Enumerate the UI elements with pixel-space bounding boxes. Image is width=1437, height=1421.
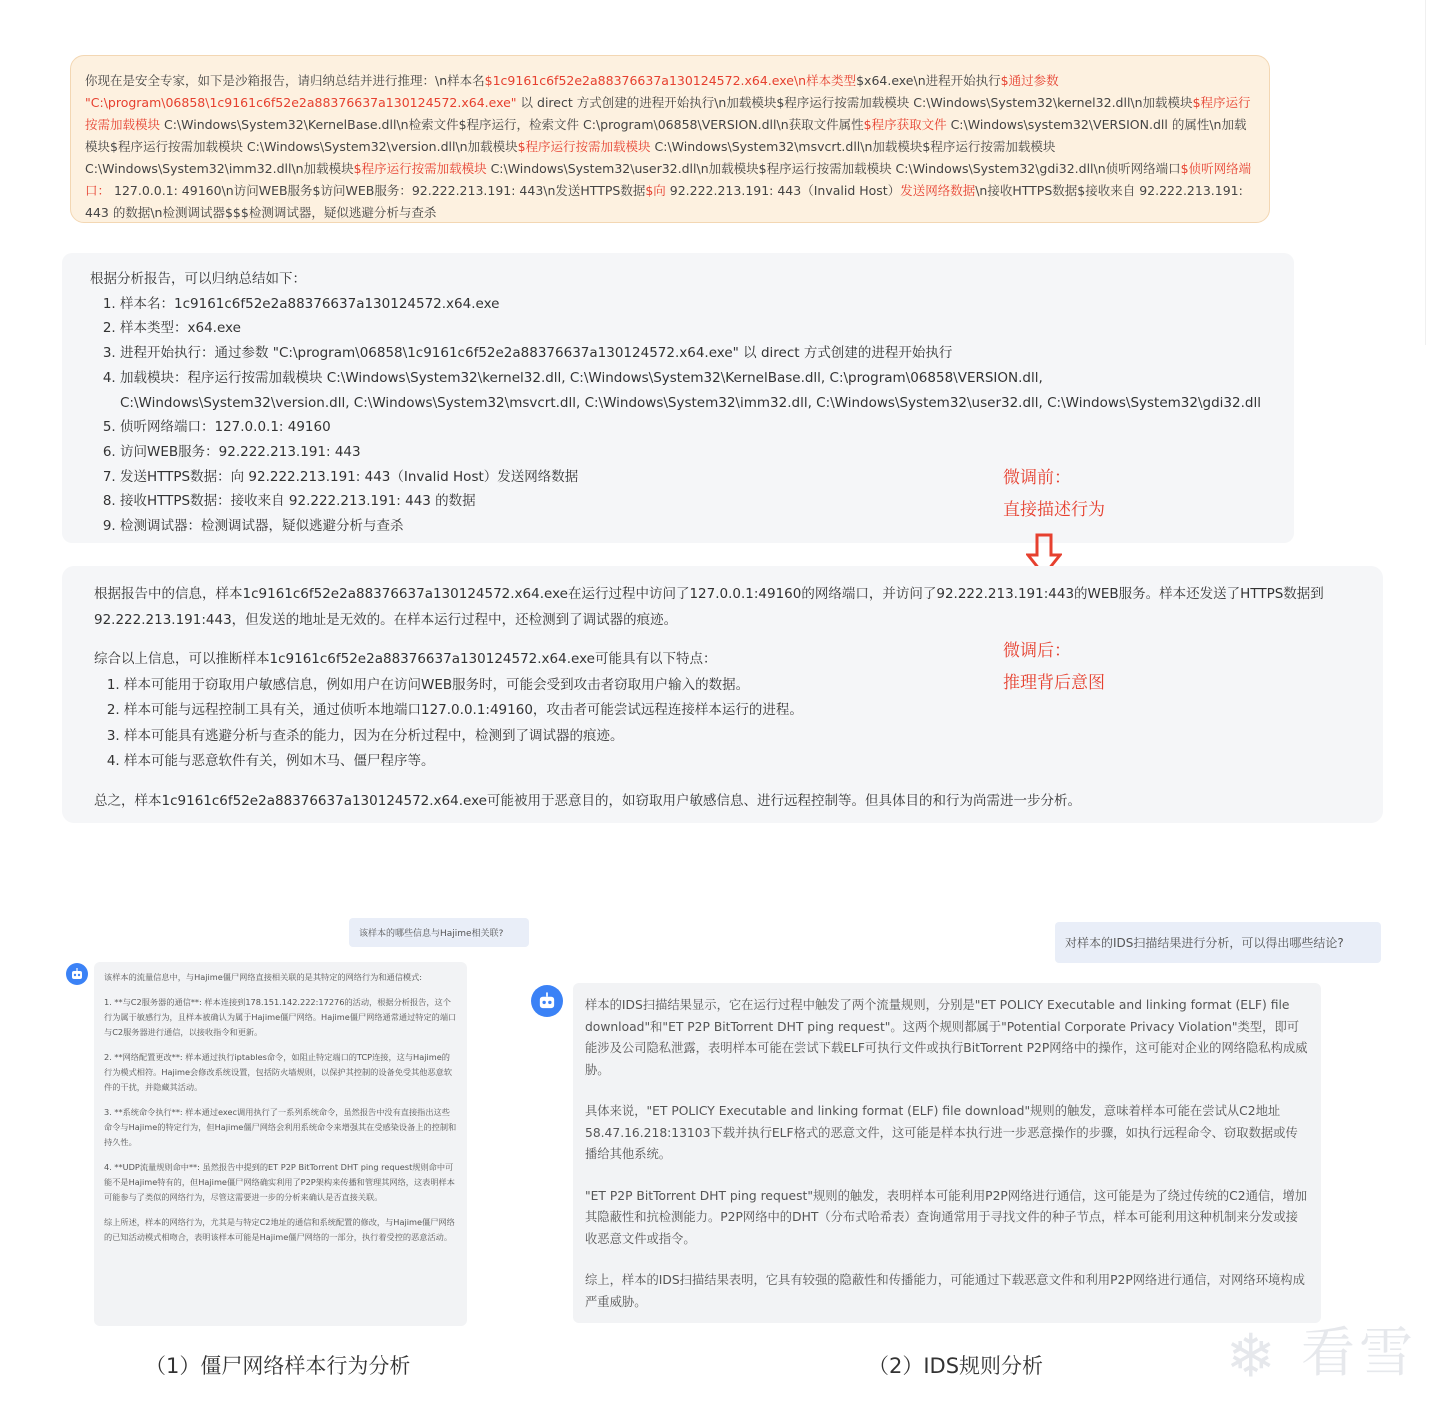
robot-icon [531, 985, 563, 1017]
bot-paragraph: 4. **UDP流量规则命中**: 虽然报告中提到的ET P2P BitTorrent DHT ping request规则命中可能不是Hajime特有的，但Hajime僵尸网络确实利用了P2P架构来传播和管理其网络，这表明样本可能参与了类似的网络行为，尽管这需要进一步的分析来确认是否直接关联。 [104, 1162, 455, 1202]
note-desc: 推理背后意图 [1003, 673, 1105, 693]
prompt-highlight: $通过参数 "C:\program\06858\1c9161c6f52e2a88376637a130124572.x64.exe" [85, 73, 1059, 110]
bot-paragraph: 3. **系统命令执行**: 样本通过exec调用执行了一系列系统命令，虽然报告中没有直接指出这些命令与Hajime的特定行为，但Hajime僵尸网络会利用系统命令来增强其在受感染设备上的控制和持久性。 [104, 1107, 457, 1147]
prompt-highlight: $向 [645, 183, 666, 198]
note-title: 微调后： [1003, 641, 1071, 661]
before-note [1003, 462, 1105, 526]
caption-left: （1）僵尸网络样本行为分析 [145, 1354, 411, 1378]
answer-list [94, 673, 1351, 775]
prompt-text: C:\Windows\System32\user32.dll\n加载模块$程序运行按需加载模块 C:\Windows\System32\gdi32.dll\n侦听网络端口 [486, 161, 1181, 176]
prompt-text: C:\Windows\System32\msvcrt.dll\n加载模块$程序运行按需加载模块 C:\Windows\System32\imm32.dll\n加载模块 [85, 139, 1056, 176]
bot-paragraph: 该样本的流量信息中，与Hajime僵尸网络直接相关联的是其特定的网络行为和通信模式: [104, 972, 423, 982]
user-message [1055, 922, 1381, 963]
list-item: 5. 侦听网络端口：127.0.0.1: 49160 [120, 415, 1266, 440]
answer-intro: 根据分析报告，可以归纳总结如下： [90, 271, 306, 287]
prompt-highlight: $程序获取文件 [863, 117, 947, 132]
list-item: 4. 样本可能与恶意软件有关，例如木马、僵尸程序等。 [124, 749, 1351, 775]
bot-paragraph: "ET P2P BitTorrent DHT ping request"规则的触发，表明样本可能利用P2P网络进行通信，这可能是为了绕过传统的C2通信，增加其隐蔽性和抗检测能力。P2P网络中的DHT（分布式哈希表）查询通常用于寻找文件的种子节点，样本可能利用这种机制来分发或接收恶意文件或指令。 [585, 1188, 1308, 1246]
answer-paragraph: 根据报告中的信息，样本1c9161c6f52e2a88376637a130124572.x64.exe在运行过程中访问了127.0.0.1:49160的网络端口，并访问了92.222.213.191:443的WEB服务。样本还发送了HTTPS数据到92.222.213.191:443，但发送的地址是无效的。在样本运行过程中，还检测到了调试器的痕迹。 [94, 586, 1324, 628]
prompt-text: $x64.exe\n进程开始执行 [856, 73, 1001, 88]
answer-paragraph: 总之，样本1c9161c6f52e2a88376637a130124572.x64.exe可能被用于恶意目的，如窃取用户敏感信息、进行远程控制等。但具体目的和行为尚需进一步分析。 [94, 792, 1081, 809]
prompt-highlight: 发送网络数据 [900, 183, 976, 198]
robot-icon [66, 963, 88, 985]
list-item: 6. 访问WEB服务：92.222.213.191: 443 [120, 440, 1266, 465]
prompt-text: C:\Windows\system32\VERSION.dll 的属性\n加载模块$程序运行按需加载模块 C:\Windows\System32\version.dll\n加载模块 [85, 117, 1247, 154]
note-title: 微调前： [1003, 468, 1071, 488]
prompt-text: 你现在是安全专家，如下是沙箱报告，请归纳总结并进行推理：\n样本名 [85, 73, 485, 88]
list-item: 1. 样本名：1c9161c6f52e2a88376637a130124572.x64.exe [120, 292, 1266, 317]
bot-paragraph: 2. **网络配置更改**: 样本通过执行iptables命令，如阻止特定端口的TCP连接，这与Hajime的行为模式相符。Hajime会修改系统设置，包括防火墙规则，以保护其控制的设备免受其他恶意软件的干扰，并隐藏其活动。 [104, 1052, 453, 1092]
list-item: 2. 样本类型：x64.exe [120, 316, 1266, 341]
user-message-text: 对样本的IDS扫描结果进行分析，可以得出哪些结论? [1065, 936, 1344, 950]
list-item: 2. 样本可能与远程控制工具有关，通过侦听本地端口127.0.0.1:49160，攻击者可能尝试远程连接样本运行的进程。 [124, 698, 1351, 724]
prompt-text: 92.222.213.191: 443（Invalid Host） [665, 183, 901, 198]
caption-right: （2）IDS规则分析 [868, 1354, 1044, 1378]
page-edge [1425, 0, 1437, 345]
list-item: 8. 接收HTTPS数据：接收来自 92.222.213.191: 443 的数据 [120, 489, 1266, 514]
bot-message [94, 962, 467, 1326]
list-item: 1. 样本可能用于窃取用户敏感信息，例如用户在访问WEB服务时，可能会受到攻击者窃取用户输入的数据。 [124, 673, 1351, 699]
prompt-highlight: $1c9161c6f52e2a88376637a130124572.x64.exe\n样本类型 [484, 73, 857, 88]
prompt-text: $程序运行，检索文件 C:\program\06858\VERSION.dll\n获取文件属性 [458, 117, 864, 132]
bot-paragraph: 1. **与C2服务器的通信**: 样本连接到178.151.142.222:17276的活动，根据分析报告，这个行为属于敏感行为，且样本被确认为属于Hajime僵尸网络。Hajime僵尸网络通常通过特定的端口与C2服务器进行通信，以接收指令和更新。 [104, 997, 457, 1037]
prompt-box [70, 55, 1270, 223]
user-message [349, 918, 529, 947]
list-item: 3. 样本可能具有逃避分析与查杀的能力，因为在分析过程中，检测到了调试器的痕迹。 [124, 724, 1351, 750]
watermark [1226, 1310, 1417, 1391]
note-desc: 直接描述行为 [1003, 500, 1105, 520]
bot-message [573, 983, 1321, 1323]
answer-paragraph: 综合以上信息，可以推断样本1c9161c6f52e2a88376637a130124572.x64.exe可能具有以下特点： [94, 651, 717, 667]
list-item: 4. 加载模块：程序运行按需加载模块 C:\Windows\System32\kernel32.dll, C:\Windows\System32\KernelBase.dll, C:\program\06858\VERSION.dll, C:\Windows\System32\version.dll, C:\Windows\System32\msvcrt.dll, C:\Windows\System32\imm32.dll, C:\Windows\System32\user32.dll, C:\Windows\System32\gdi32.dll [120, 366, 1266, 415]
prompt-highlight: $程序运行按需加载模块 [85, 95, 1251, 132]
list-item: 3. 进程开始执行：通过参数 "C:\program\06858\1c9161c6f52e2a88376637a130124572.x64.exe" 以 direct 方式创建的进程开始执行 [120, 341, 1266, 366]
bot-paragraph: 综上，样本的IDS扫描结果表明，它具有较强的隐蔽性和传播能力，可能通过下载恶意文件和利用P2P网络进行通信，对网络环境构成严重威胁。 [585, 1273, 1305, 1309]
list-item: 9. 检测调试器：检测调试器，疑似逃避分析与查杀 [120, 514, 1266, 539]
prompt-text: 127.0.0.1: 49160\n访问WEB服务$访问WEB服务：92.222.213.191: 443\n发送HTTPS数据 [110, 183, 646, 198]
watermark-text: 看雪 [1301, 1320, 1417, 1384]
bot-paragraph: 综上所述，样本的网络行为，尤其是与特定C2地址的通信和系统配置的修改，与Hajime僵尸网络的已知活动模式相吻合，表明该样本可能是Hajime僵尸网络的一部分，执行着受控的恶意活动。 [104, 1217, 455, 1242]
list-item: 7. 发送HTTPS数据：向 92.222.213.191: 443（Invalid Host）发送网络数据 [120, 465, 1266, 490]
snowflake-icon: ❄ [1225, 1321, 1280, 1391]
after-note [1003, 635, 1105, 699]
bot-paragraph: 样本的IDS扫描结果显示，它在运行过程中触发了两个流量规则，分别是"ET POLICY Executable and linking format (ELF) file download"和"ET P2P BitTorrent DHT ping request"。这两个规则都属于"Potential Corporate Privacy Violation"类型，即可能涉及公司隐私泄露，表明样本可能在尝试下载ELF可执行文件或执行BitTorrent P2P网络中的操作，这可能对企业的网络隐私构成威胁。 [585, 998, 1308, 1077]
bot-paragraph: 具体来说，"ET POLICY Executable and linking format (ELF) file download"规则的触发，意味着样本可能在尝试从C2地址58.47.16.218:13103下载并执行ELF格式的恶意文件，这可能是样本执行进一步恶意操作的步骤，如执行远程命令、窃取数据或传播给其他系统。 [585, 1104, 1298, 1161]
prompt-highlight: $侦听网络端口： [85, 161, 1252, 198]
user-message-text: 该样本的哪些信息与Hajime相关联? [359, 929, 504, 939]
prompt-text: \n接收HTTPS数据$接收来自 92.222.213.191: 443 的数据\n检测调试器$$$检测调试器，疑似逃避分析与查杀 [85, 183, 1243, 220]
prompt-text: C:\Windows\System32\KernelBase.dll\n检索文件 [160, 117, 459, 132]
prompt-highlight: $程序运行按需加载模块 [353, 161, 487, 176]
prompt-text: 以 direct 方式创建的进程开始执行\n加载模块$程序运行按需加载模块 C:\Windows\System32\kernel32.dll\n加载模块 [516, 95, 1193, 110]
before-finetune-answer [62, 253, 1294, 543]
prompt-highlight: $程序运行按需加载模块 [517, 139, 651, 154]
after-finetune-answer [62, 566, 1383, 823]
